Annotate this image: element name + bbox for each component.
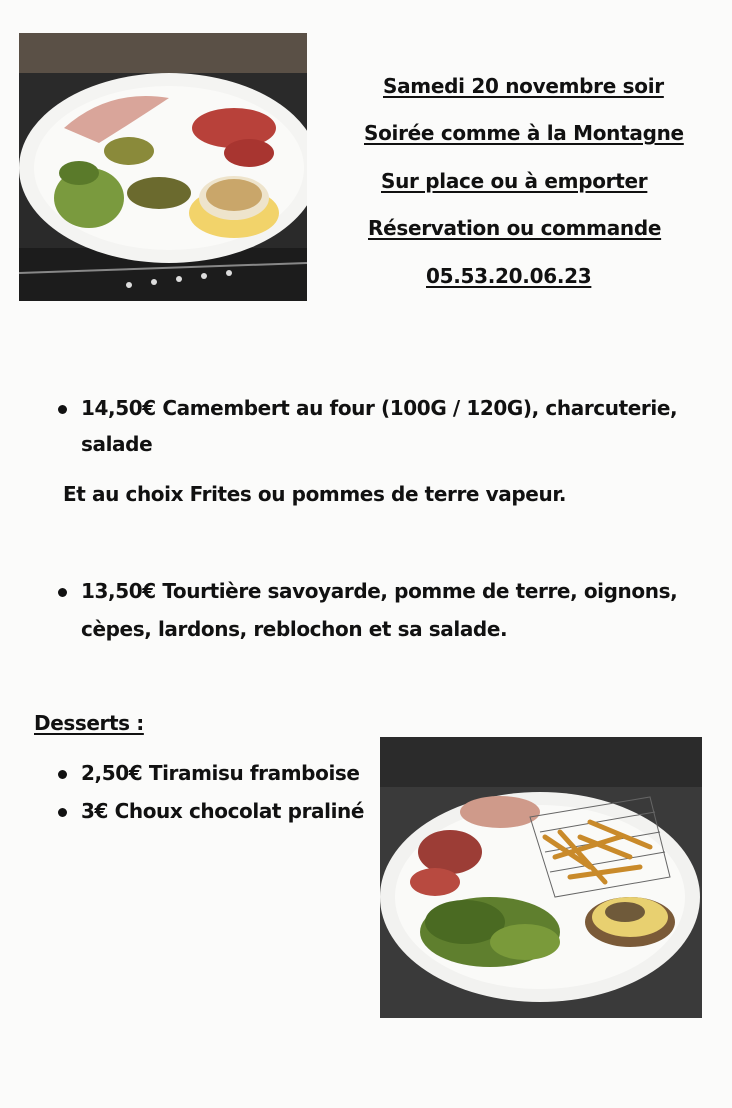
bullet-dot-icon bbox=[58, 770, 67, 779]
event-title: Soirée comme à la Montagne bbox=[364, 121, 684, 145]
bullet-dot-icon bbox=[58, 808, 67, 817]
dish-1-side-choice: Et au choix Frites ou pommes de terre vapeur. bbox=[63, 482, 567, 506]
dish-1-line-2: salade bbox=[81, 432, 153, 456]
photo-camembert-plate bbox=[19, 33, 307, 301]
dish-1-line-1: 14,50€ Camembert au four (100G / 120G), charcuterie, bbox=[81, 396, 678, 420]
reservation-info: Réservation ou commande bbox=[368, 216, 662, 240]
dessert-item-1: 2,50€ Tiramisu framboise bbox=[81, 761, 360, 785]
desserts-title: Desserts : bbox=[34, 711, 144, 735]
photo-fries-plate bbox=[380, 737, 702, 1018]
bullet-dot-icon bbox=[58, 405, 67, 414]
phone-number: 05.53.20.06.23 bbox=[426, 264, 592, 288]
bullet-dot-icon bbox=[58, 588, 67, 597]
event-date: Samedi 20 novembre soir bbox=[383, 74, 664, 98]
service-options: Sur place ou à emporter bbox=[381, 169, 648, 193]
dish-2-line-1: 13,50€ Tourtière savoyarde, pomme de terre, oignons, bbox=[81, 579, 678, 603]
dessert-item-2: 3€ Choux chocolat praliné bbox=[81, 799, 365, 823]
dish-2-line-2: cèpes, lardons, reblochon et sa salade. bbox=[81, 617, 508, 641]
